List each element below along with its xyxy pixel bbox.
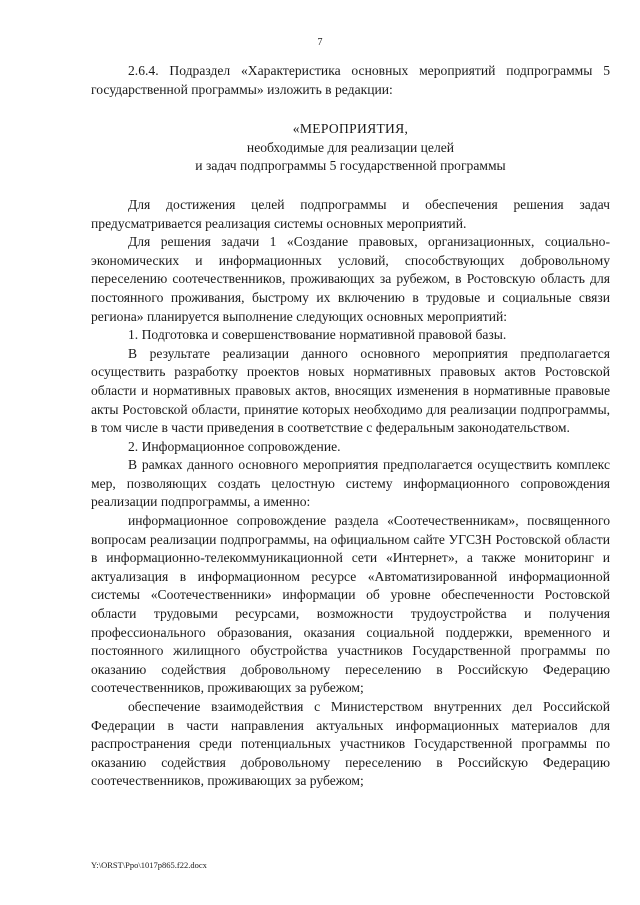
file-path-footer: Y:\ORST\Ppo\1017p865.f22.docx xyxy=(91,860,207,870)
title-line-2: необходимые для реализации целей xyxy=(246,139,455,155)
section-title xyxy=(91,120,610,176)
body-paragraph: Для достижения целей подпрограммы и обеспечения решения задач предусматривается реализация системы основных мероприятий. xyxy=(91,196,610,231)
document-body xyxy=(91,62,610,791)
body-paragraph: 1. Подготовка и совершенствование нормативной правовой базы. xyxy=(128,327,507,343)
body-paragraph: обеспечение взаимодействия с Министерством внутренних дел Российской Федерации в части направления актуальных информационных материалов для распространения среди потенциальных участников Государственной программы по оказанию содействия добровольному переселению в Российскую Федерацию соотечественников, проживающих за рубежом; xyxy=(91,699,610,789)
body-paragraph: 2. Информационное сопровождение. xyxy=(128,438,341,454)
page-number: 7 xyxy=(317,37,323,48)
intro-paragraph: 2.6.4. Подраздел «Характеристика основных мероприятий подпрограммы 5 государственной программы» изложить в редакции: xyxy=(91,63,610,97)
title-line-3: и задач подпрограммы 5 государственной программы xyxy=(195,158,506,174)
body-paragraph: Для решения задачи 1 «Создание правовых, организационных, социально-экономических и информационных условий, способствующих добровольному переселению соотечественников, проживающих за рубежом, в Ростовскую область для постоянного проживания, быстрому их включению в трудовые и социальные связи региона» планируется выполнение следующих основных мероприятий: xyxy=(91,234,610,324)
title-line-1: «МЕРОПРИЯТИЯ, xyxy=(292,121,409,137)
body-paragraph: информационное сопровождение раздела «Соотечественникам», посвященного вопросам реализации подпрограммы, на официальном сайте УГСЗН Ростовской области в информационно-телекоммуникационной сети «Интернет», а также мониторинг и актуализация в информационном ресурсе «Автоматизированной информационной системы «Соотечественники» информации об уровне обеспеченности Ростовской области трудовыми ресурсами, возможности трудоустройства и получения профессионального образования, оказания социальной поддержки, временного и постоянного жилищного обустройства участников Государственной программы по оказанию содействия добровольному переселению в Российскую Федерацию соотечественников, проживающих за рубежом; xyxy=(91,513,610,696)
body-paragraph: В рамках данного основного мероприятия предполагается осуществить комплекс мер, позволяющих создать целостную систему информационного сопровождения реализации подпрограммы, а именно: xyxy=(91,457,610,510)
body-paragraph: В результате реализации данного основного мероприятия предполагается осуществить разработку проектов новых нормативных правовых актов Ростовской области и нормативных правовых актов, вносящих изменения в нормативные правовые акты Ростовской области, принятие которых необходимо для реализации подпрограммы, в том числе в части приведения в соответствие с федеральным законодательством. xyxy=(91,345,610,436)
